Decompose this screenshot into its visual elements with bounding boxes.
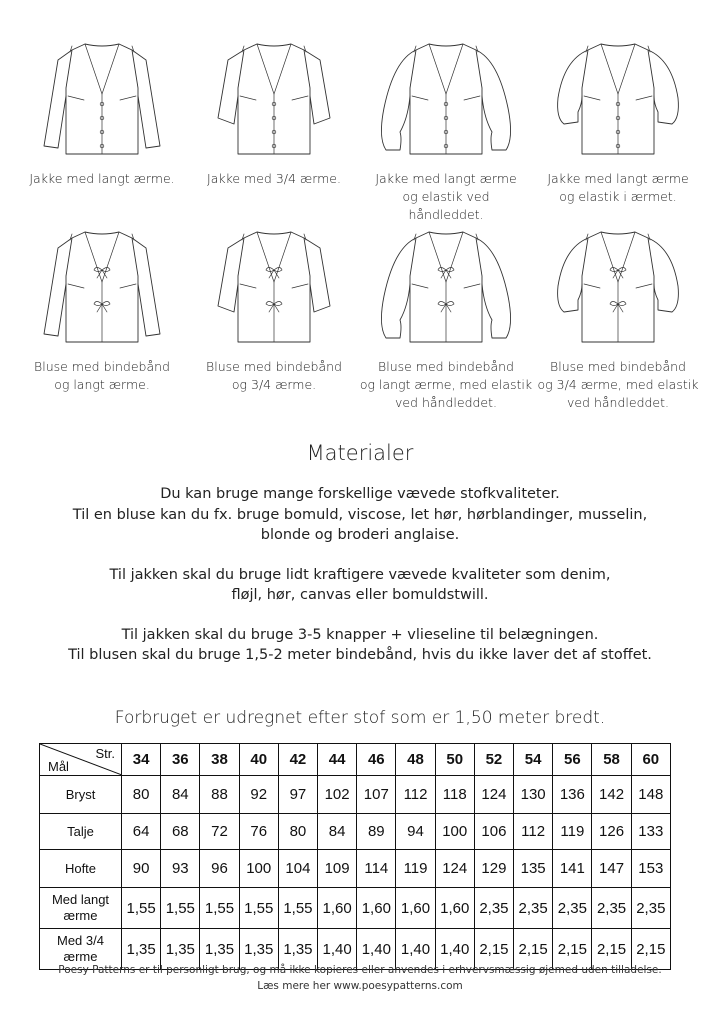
size-column-header: 60 xyxy=(631,744,670,776)
measurement-cell: 2,35 xyxy=(514,888,553,929)
measurement-cell: 2,35 xyxy=(631,888,670,929)
row-label-line: Med langt xyxy=(51,892,110,907)
materials-line: Til en bluse kan du fx. bruge bomuld, viscose, let hør, hørblandinger, musselin, xyxy=(72,506,648,523)
footer-line: Poesy Patterns er til personligt brug, og må ikke kopieres eller anvendes i erhvervsmæssig øjemed uden tilladelse. xyxy=(58,964,662,976)
measurement-cell: 2,35 xyxy=(553,888,592,929)
measurement-cell: 1,60 xyxy=(435,888,474,929)
caption-line: og 3/4 ærme. xyxy=(231,377,317,392)
materials-line: Til jakken skal du bruge lidt kraftigere vævede kvaliteter som denim, xyxy=(109,566,611,583)
materials-title: Materialer xyxy=(306,441,414,465)
measurement-cell: 1,60 xyxy=(318,888,357,929)
size-column-header: 42 xyxy=(278,744,317,776)
measurement-cell: 64 xyxy=(122,814,161,850)
caption-line: Jakke med 3/4 ærme. xyxy=(207,171,341,186)
measurement-row xyxy=(40,814,671,850)
measurement-cell: 109 xyxy=(318,850,357,888)
pattern-variant xyxy=(530,226,706,412)
materials-paragraph xyxy=(0,625,720,666)
row-label-line: Med 3/4 xyxy=(57,933,104,948)
measurement-cell: 124 xyxy=(435,850,474,888)
measurement-cell: 102 xyxy=(318,776,357,814)
materials-line: blonde og broderi anglaise. xyxy=(260,527,460,543)
size-header-row xyxy=(40,744,671,776)
caption-line: Jakke med langt ærme xyxy=(375,171,517,186)
measurement-cell: 2,15 xyxy=(553,929,592,970)
measurement-cell: 68 xyxy=(161,814,200,850)
caption-line: Jakke med langt ærme. xyxy=(29,171,175,186)
caption-line: og langt ærme. xyxy=(54,377,150,392)
caption-line: Jakke med langt ærme xyxy=(547,171,689,186)
measurement-cell: 1,35 xyxy=(200,929,239,970)
caption-line: og 3/4 ærme, med elastik xyxy=(537,377,699,392)
garment-illustration xyxy=(366,226,526,354)
measurement-cell: 2,35 xyxy=(592,888,631,929)
caption-line: og langt ærme, med elastik xyxy=(359,377,533,392)
size-column-header: 48 xyxy=(396,744,435,776)
size-column-header: 56 xyxy=(553,744,592,776)
measurement-cell: 129 xyxy=(474,850,513,888)
measurement-cell: 1,40 xyxy=(396,929,435,970)
variant-caption xyxy=(186,358,362,394)
measurement-cell: 1,40 xyxy=(357,929,396,970)
measurement-cell: 1,40 xyxy=(435,929,474,970)
footer-line: Læs mere her www.poesypatterns.com xyxy=(257,979,463,992)
measurement-cell: 1,55 xyxy=(122,888,161,929)
row-label-line: ærme xyxy=(63,908,98,923)
garment-illustration xyxy=(22,226,182,354)
garment-illustration xyxy=(538,226,698,354)
measurement-cell: 84 xyxy=(161,776,200,814)
caption-line: og elastik ved xyxy=(402,189,490,204)
measurement-cell: 112 xyxy=(514,814,553,850)
row-label-line: Talje xyxy=(67,823,94,839)
measurement-row xyxy=(40,888,671,929)
row-label-line: Hofte xyxy=(64,860,97,876)
variant-caption xyxy=(14,358,190,394)
caption-line: håndleddet. xyxy=(408,207,484,222)
measurement-cell: 80 xyxy=(122,776,161,814)
measurement-cell: 1,55 xyxy=(278,888,317,929)
measurement-cell: 1,55 xyxy=(200,888,239,929)
measurement-cell: 76 xyxy=(239,814,278,850)
pattern-variant xyxy=(14,226,190,394)
measurement-cell: 1,55 xyxy=(161,888,200,929)
measurement-cell: 100 xyxy=(239,850,278,888)
row-label-line: ærme xyxy=(63,949,98,964)
copyright-footer xyxy=(0,963,720,994)
measurement-cell: 97 xyxy=(278,776,317,814)
measurement-cell: 96 xyxy=(200,850,239,888)
measurement-cell: 100 xyxy=(435,814,474,850)
measurement-cell: 112 xyxy=(396,776,435,814)
measurement-cell: 90 xyxy=(122,850,161,888)
pattern-variant xyxy=(186,38,362,188)
materials-line: Du kan bruge mange forskellige vævede stofkvaliteter. xyxy=(160,486,560,502)
materials-line: Til blusen skal du bruge 1,5-2 meter bindebånd, hvis du ikke laver det af stoffet. xyxy=(68,647,652,663)
measurement-cell: 84 xyxy=(318,814,357,850)
measurement-cell: 104 xyxy=(278,850,317,888)
row-label-line: Bryst xyxy=(65,786,96,802)
variant-caption xyxy=(186,170,362,188)
measurement-cell: 147 xyxy=(592,850,631,888)
materials-text xyxy=(0,484,720,685)
size-column-header: 34 xyxy=(122,744,161,776)
materials-paragraph xyxy=(0,484,720,546)
caption-line: ved håndleddet. xyxy=(566,395,670,410)
measurement-cell: 141 xyxy=(553,850,592,888)
measurement-cell: 94 xyxy=(396,814,435,850)
pattern-variant xyxy=(530,38,706,206)
measurement-cell: 2,15 xyxy=(474,929,513,970)
measurement-cell: 118 xyxy=(435,776,474,814)
variant-caption xyxy=(14,170,190,188)
measurement-cell: 89 xyxy=(357,814,396,850)
measurement-cell: 142 xyxy=(592,776,631,814)
size-label: Str. xyxy=(95,746,115,761)
measurement-cell: 126 xyxy=(592,814,631,850)
garment-illustration xyxy=(22,38,182,166)
garment-illustration xyxy=(194,226,354,354)
measurement-cell: 1,35 xyxy=(239,929,278,970)
measurement-cell: 72 xyxy=(200,814,239,850)
measurement-cell: 1,60 xyxy=(396,888,435,929)
caption-line: og elastik i ærmet. xyxy=(559,189,677,204)
measurement-row xyxy=(40,776,671,814)
measurement-cell: 130 xyxy=(514,776,553,814)
measurement-cell: 2,15 xyxy=(514,929,553,970)
size-column-header: 58 xyxy=(592,744,631,776)
row-label xyxy=(40,776,122,814)
variant-caption xyxy=(358,358,534,412)
garment-illustration xyxy=(366,38,526,166)
measurement-cell: 106 xyxy=(474,814,513,850)
pattern-variant xyxy=(14,38,190,188)
garment-illustration xyxy=(538,38,698,166)
materials-line: Til jakken skal du bruge 3-5 knapper + vlieseline til belægningen. xyxy=(121,626,599,643)
row-label xyxy=(40,850,122,888)
size-column-header: 38 xyxy=(200,744,239,776)
measurement-cell: 148 xyxy=(631,776,670,814)
corner-cell xyxy=(40,744,122,776)
measurement-cell: 1,60 xyxy=(357,888,396,929)
measurement-cell: 1,35 xyxy=(161,929,200,970)
row-label xyxy=(40,814,122,850)
size-column-header: 46 xyxy=(357,744,396,776)
measurement-cell: 1,55 xyxy=(239,888,278,929)
row-label xyxy=(40,888,122,929)
pattern-variant xyxy=(358,226,534,412)
pattern-variant xyxy=(186,226,362,394)
variant-caption xyxy=(358,170,534,224)
measurement-cell: 124 xyxy=(474,776,513,814)
garment-illustration xyxy=(194,38,354,166)
measurement-cell: 93 xyxy=(161,850,200,888)
size-column-header: 50 xyxy=(435,744,474,776)
measurement-cell: 136 xyxy=(553,776,592,814)
size-column-header: 36 xyxy=(161,744,200,776)
size-column-header: 52 xyxy=(474,744,513,776)
measurement-cell: 2,15 xyxy=(592,929,631,970)
materials-line: fløjl, hør, canvas eller bomuldstwill. xyxy=(231,587,489,603)
measurement-cell: 88 xyxy=(200,776,239,814)
measurement-cell: 2,15 xyxy=(631,929,670,970)
measurement-cell: 1,35 xyxy=(122,929,161,970)
variant-caption xyxy=(530,358,706,412)
measurement-row xyxy=(40,850,671,888)
size-column-header: 40 xyxy=(239,744,278,776)
pattern-variant xyxy=(358,38,534,224)
size-chart xyxy=(39,743,671,970)
caption-line: ved håndleddet. xyxy=(394,395,498,410)
measurement-cell: 119 xyxy=(396,850,435,888)
caption-line: Bluse med bindebånd xyxy=(378,359,514,374)
measurement-cell: 1,35 xyxy=(278,929,317,970)
measurement-cell: 80 xyxy=(278,814,317,850)
caption-line: Bluse med bindebånd xyxy=(34,359,170,374)
measurement-cell: 92 xyxy=(239,776,278,814)
measure-label: Mål xyxy=(48,759,69,774)
measurement-cell: 135 xyxy=(514,850,553,888)
variant-caption xyxy=(530,170,706,206)
caption-line: Bluse med bindebånd xyxy=(206,359,342,374)
caption-line: Bluse med bindebånd xyxy=(550,359,686,374)
size-column-header: 44 xyxy=(318,744,357,776)
measurement-cell: 114 xyxy=(357,850,396,888)
size-column-header: 54 xyxy=(514,744,553,776)
measurement-cell: 2,35 xyxy=(474,888,513,929)
measurement-cell: 1,40 xyxy=(318,929,357,970)
measurement-cell: 119 xyxy=(553,814,592,850)
fabric-usage-note: Forbruget er udregnet efter stof som er 1,50 meter bredt. xyxy=(114,708,606,728)
measurement-cell: 107 xyxy=(357,776,396,814)
materials-paragraph xyxy=(0,565,720,606)
measurement-cell: 153 xyxy=(631,850,670,888)
measurement-cell: 133 xyxy=(631,814,670,850)
